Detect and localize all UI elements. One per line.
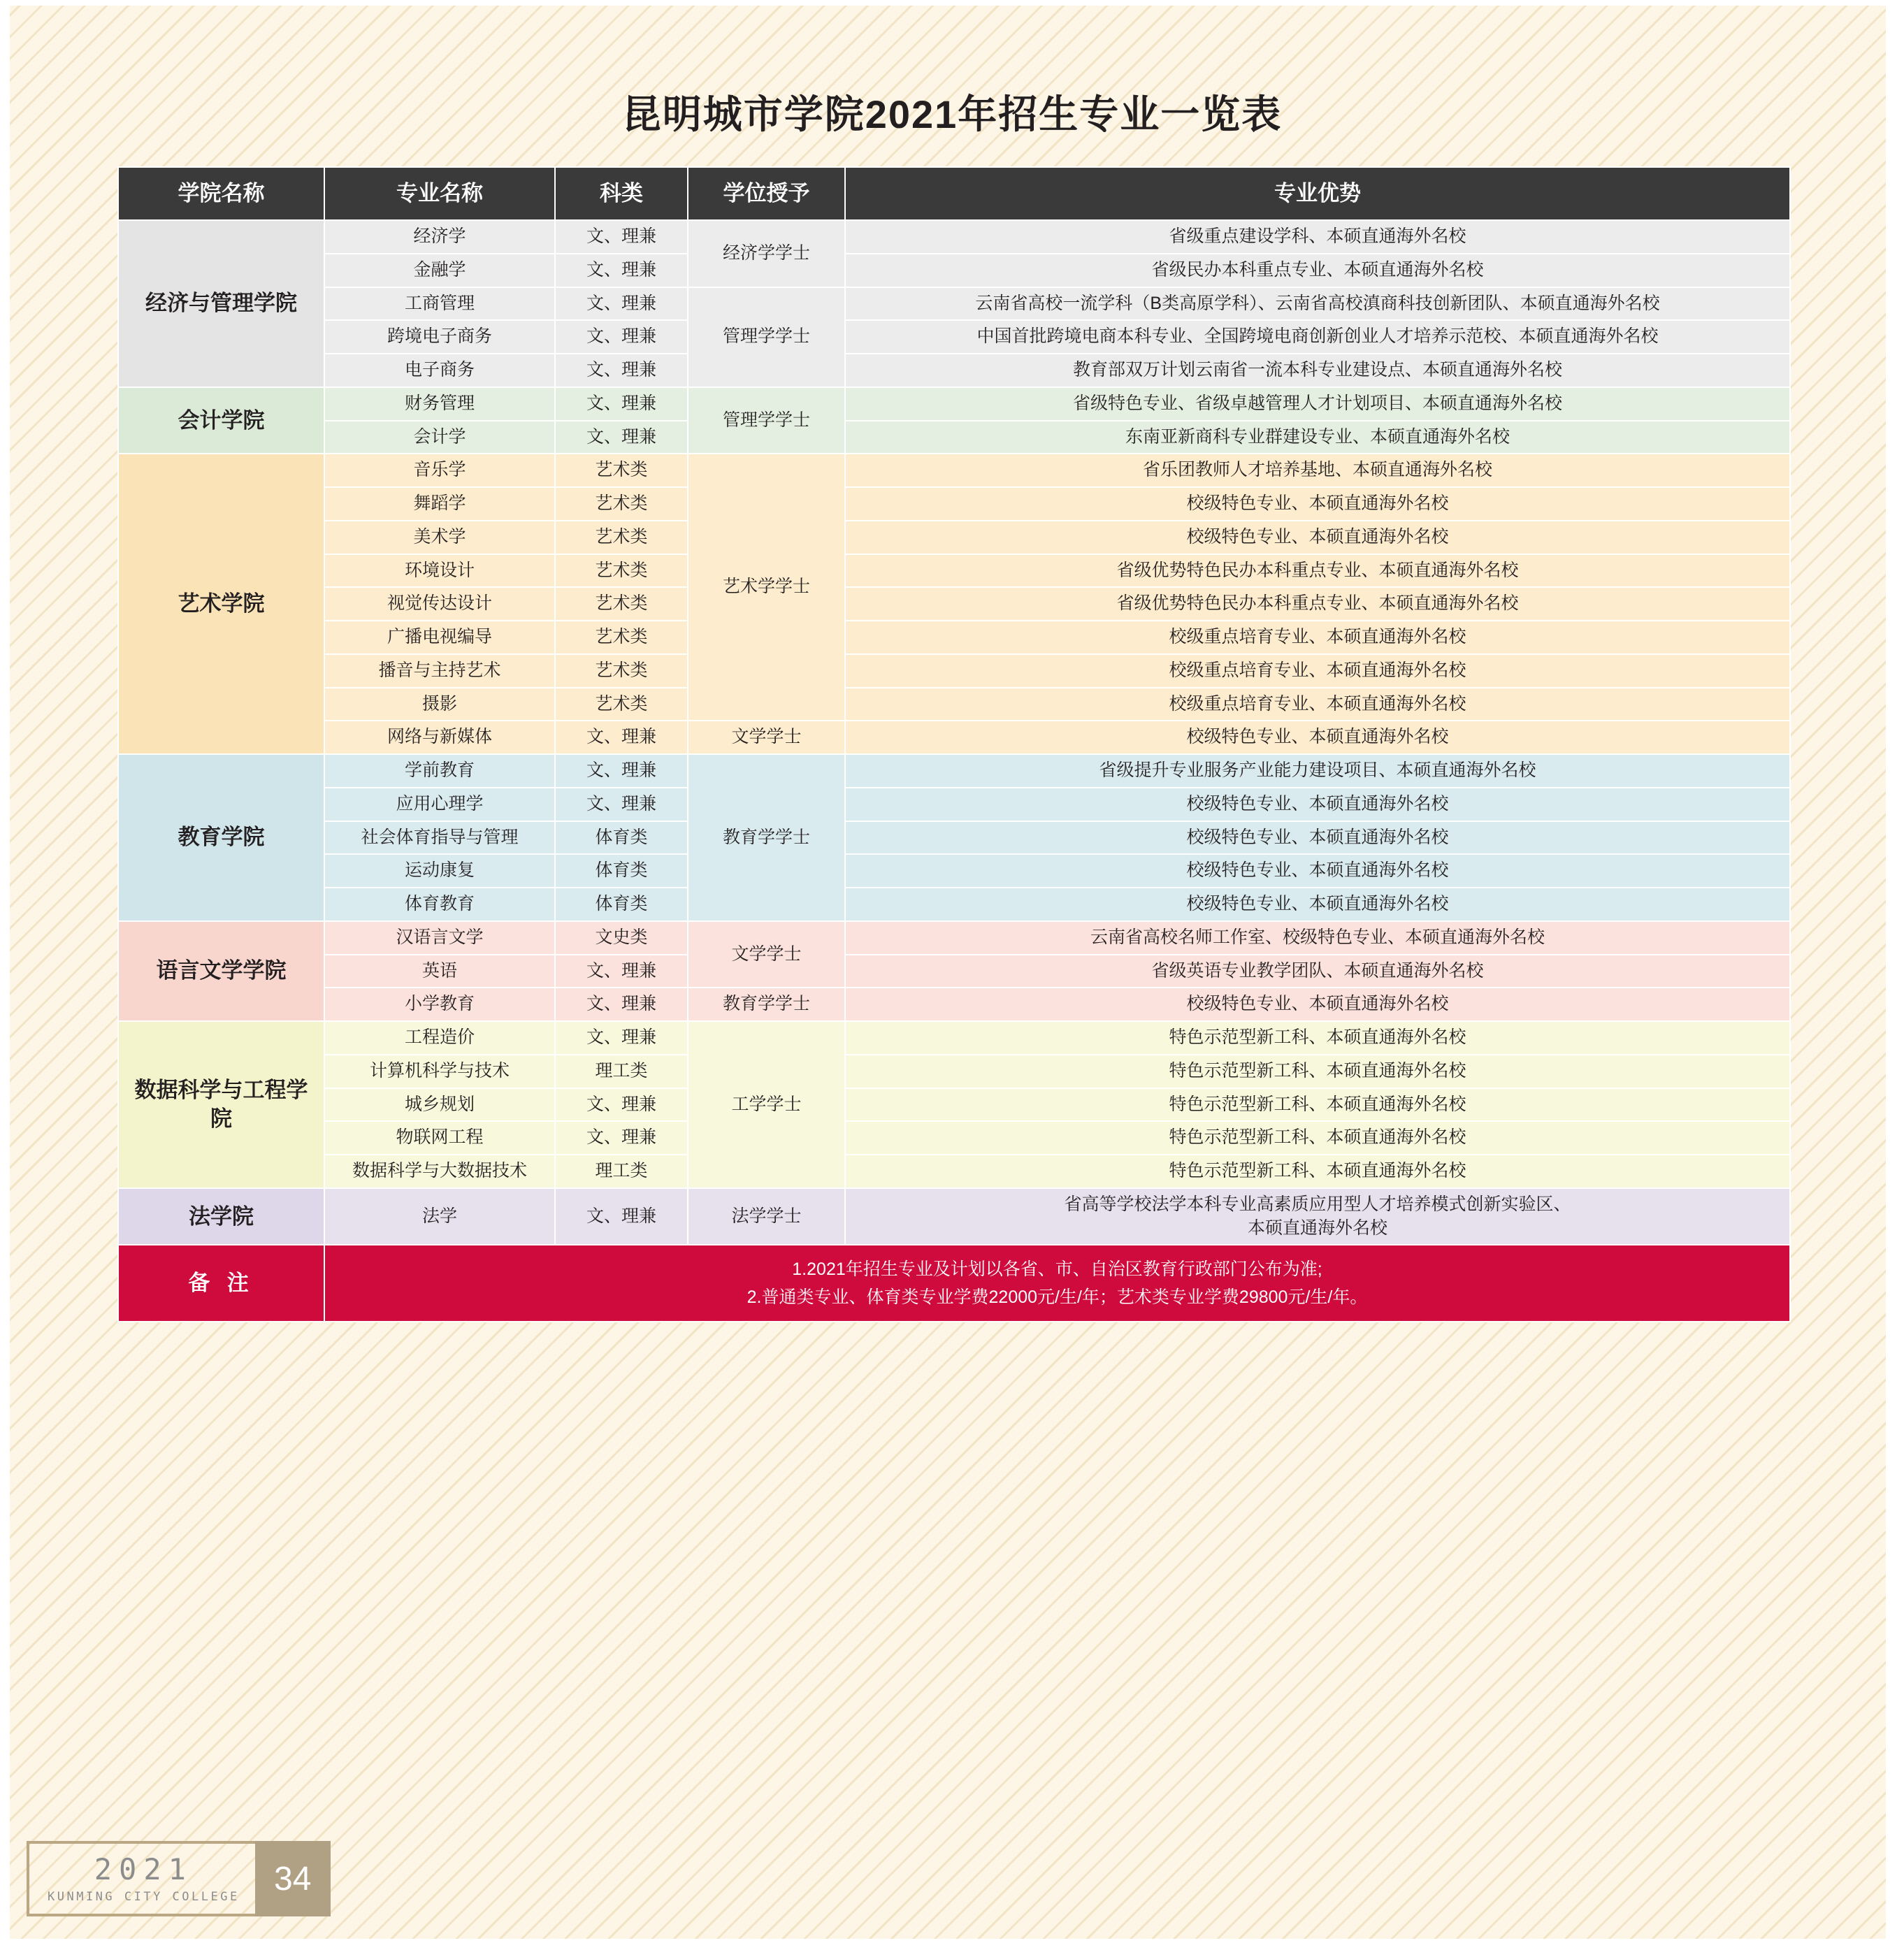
col-header-category: 科类 — [555, 167, 688, 220]
table-row — [118, 1088, 1790, 1122]
cell-major-name: 物联网工程 — [324, 1121, 555, 1155]
table-row — [118, 220, 1790, 254]
cell-major-name: 电子商务 — [324, 354, 555, 387]
table-row — [118, 955, 1790, 988]
cell-advantage: 校级重点培育专业、本硕直通海外名校 — [845, 654, 1790, 688]
table-row — [118, 1021, 1790, 1055]
table-row — [118, 554, 1790, 588]
cell-major-name: 学前教育 — [324, 754, 555, 788]
cell-advantage: 特色示范型新工科、本硕直通海外名校 — [845, 1088, 1790, 1122]
cell-college-name: 艺术学院 — [118, 454, 324, 754]
cell-advantage: 省级重点建设学科、本硕直通海外名校 — [845, 220, 1790, 254]
cell-degree: 工学学士 — [688, 1021, 845, 1188]
cell-advantage: 省级民办本科重点专业、本硕直通海外名校 — [845, 254, 1790, 287]
majors-table — [117, 166, 1791, 1322]
majors-table-container — [117, 166, 1789, 1322]
table-row — [118, 688, 1790, 721]
cell-major-name: 工程造价 — [324, 1021, 555, 1055]
cell-major-name: 美术学 — [324, 521, 555, 554]
table-row — [118, 487, 1790, 521]
cell-college-name: 经济与管理学院 — [118, 220, 324, 387]
cell-advantage: 省级提升专业服务产业能力建设项目、本硕直通海外名校 — [845, 754, 1790, 788]
cell-major-name: 计算机科学与技术 — [324, 1055, 555, 1088]
table-header-row — [118, 167, 1790, 220]
cell-college-name: 数据科学与工程学院 — [118, 1021, 324, 1188]
cell-major-name: 社会体育指导与管理 — [324, 821, 555, 855]
cell-category: 理工类 — [555, 1155, 688, 1188]
cell-major-name: 法学 — [324, 1188, 555, 1245]
cell-major-name: 舞蹈学 — [324, 487, 555, 521]
cell-advantage: 校级特色专业、本硕直通海外名校 — [845, 788, 1790, 821]
cell-category: 文、理兼 — [555, 754, 688, 788]
cell-degree: 经济学学士 — [688, 220, 845, 287]
cell-major-name: 视觉传达设计 — [324, 587, 555, 621]
cell-advantage: 教育部双万计划云南省一流本科专业建设点、本硕直通海外名校 — [845, 354, 1790, 387]
note-body: 1.2021年招生专业及计划以各省、市、自治区教育行政部门公布为准; 2.普通类专业、体育类专业学费22000元/生/年；艺术类专业学费29800元/生/年。 — [324, 1245, 1790, 1322]
cell-advantage: 东南亚新商科专业群建设专业、本硕直通海外名校 — [845, 421, 1790, 454]
cell-advantage: 校级特色专业、本硕直通海外名校 — [845, 521, 1790, 554]
cell-college-name: 法学院 — [118, 1188, 324, 1245]
cell-category: 文史类 — [555, 921, 688, 955]
cell-major-name: 应用心理学 — [324, 788, 555, 821]
cell-major-name: 金融学 — [324, 254, 555, 287]
table-row — [118, 888, 1790, 921]
cell-major-name: 会计学 — [324, 421, 555, 454]
cell-degree: 艺术学学士 — [688, 454, 845, 721]
table-row — [118, 654, 1790, 688]
cell-category: 艺术类 — [555, 521, 688, 554]
cell-category: 文、理兼 — [555, 721, 688, 754]
cell-degree: 文学学士 — [688, 921, 845, 988]
table-row — [118, 521, 1790, 554]
cell-advantage: 校级特色专业、本硕直通海外名校 — [845, 888, 1790, 921]
col-header-major: 专业名称 — [324, 167, 555, 220]
cell-category: 体育类 — [555, 888, 688, 921]
cell-major-name: 工商管理 — [324, 287, 555, 321]
cell-degree: 法学学士 — [688, 1188, 845, 1245]
cell-major-name: 数据科学与大数据技术 — [324, 1155, 555, 1188]
table-row — [118, 821, 1790, 855]
cell-advantage: 校级重点培育专业、本硕直通海外名校 — [845, 688, 1790, 721]
cell-degree: 教育学学士 — [688, 988, 845, 1021]
cell-advantage: 省乐团教师人才培养基地、本硕直通海外名校 — [845, 454, 1790, 487]
cell-category: 文、理兼 — [555, 387, 688, 421]
cell-category: 体育类 — [555, 854, 688, 888]
cell-category: 艺术类 — [555, 654, 688, 688]
cell-advantage: 校级特色专业、本硕直通海外名校 — [845, 821, 1790, 855]
table-row — [118, 287, 1790, 321]
cell-advantage: 省级英语专业教学团队、本硕直通海外名校 — [845, 955, 1790, 988]
page-title: 昆明城市学院2021年招生专业一览表 — [621, 92, 1283, 136]
table-row — [118, 788, 1790, 821]
cell-advantage: 特色示范型新工科、本硕直通海外名校 — [845, 1121, 1790, 1155]
table-header — [118, 167, 1790, 220]
table-row — [118, 254, 1790, 287]
cell-advantage: 特色示范型新工科、本硕直通海外名校 — [845, 1055, 1790, 1088]
cell-advantage: 校级特色专业、本硕直通海外名校 — [845, 487, 1790, 521]
cell-category: 文、理兼 — [555, 421, 688, 454]
cell-degree: 文学学士 — [688, 721, 845, 754]
cell-major-name: 网络与新媒体 — [324, 721, 555, 754]
cell-major-name: 财务管理 — [324, 387, 555, 421]
table-row — [118, 988, 1790, 1021]
cell-college-name: 教育学院 — [118, 754, 324, 921]
cell-category: 文、理兼 — [555, 1188, 688, 1245]
cell-category: 艺术类 — [555, 587, 688, 621]
cell-degree: 教育学学士 — [688, 754, 845, 921]
cell-category: 文、理兼 — [555, 788, 688, 821]
cell-major-name: 城乡规划 — [324, 1088, 555, 1122]
cell-major-name: 环境设计 — [324, 554, 555, 588]
cell-advantage: 云南省高校一流学科（B类高原学科）、云南省高校滇商科技创新团队、本硕直通海外名校 — [845, 287, 1790, 321]
table-row — [118, 387, 1790, 421]
col-header-degree: 学位授予 — [688, 167, 845, 220]
cell-major-name: 播音与主持艺术 — [324, 654, 555, 688]
cell-major-name: 经济学 — [324, 220, 555, 254]
table-row — [118, 854, 1790, 888]
table-row — [118, 621, 1790, 654]
cell-category: 文、理兼 — [555, 1021, 688, 1055]
cell-category: 文、理兼 — [555, 1088, 688, 1122]
cell-category: 文、理兼 — [555, 287, 688, 321]
table-body — [118, 220, 1790, 1322]
cell-major-name: 广播电视编导 — [324, 621, 555, 654]
cell-advantage: 校级重点培育专业、本硕直通海外名校 — [845, 621, 1790, 654]
cell-degree: 管理学学士 — [688, 387, 845, 454]
table-row — [118, 320, 1790, 354]
table-row — [118, 454, 1790, 487]
table-row — [118, 1188, 1790, 1245]
cell-category: 文、理兼 — [555, 955, 688, 988]
table-row — [118, 754, 1790, 788]
cell-advantage: 云南省高校名师工作室、校级特色专业、本硕直通海外名校 — [845, 921, 1790, 955]
cell-major-name: 体育教育 — [324, 888, 555, 921]
table-row — [118, 1155, 1790, 1188]
cell-advantage: 特色示范型新工科、本硕直通海外名校 — [845, 1021, 1790, 1055]
footer-school-name-en: KUNMING CITY COLLEGE — [48, 1890, 240, 1904]
table-row — [118, 721, 1790, 754]
table-row — [118, 921, 1790, 955]
col-header-college: 学院名称 — [118, 167, 324, 220]
cell-advantage: 校级特色专业、本硕直通海外名校 — [845, 854, 1790, 888]
cell-category: 体育类 — [555, 821, 688, 855]
cell-advantage: 省级优势特色民办本科重点专业、本硕直通海外名校 — [845, 587, 1790, 621]
cell-category: 理工类 — [555, 1055, 688, 1088]
cell-college-name: 语言文学学院 — [118, 921, 324, 1021]
cell-degree: 管理学学士 — [688, 287, 845, 387]
cell-category: 艺术类 — [555, 487, 688, 521]
cell-major-name: 英语 — [324, 955, 555, 988]
cell-category: 文、理兼 — [555, 1121, 688, 1155]
col-header-advantage: 专业优势 — [845, 167, 1790, 220]
cell-category: 艺术类 — [555, 688, 688, 721]
cell-category: 文、理兼 — [555, 320, 688, 354]
note-label: 备 注 — [118, 1245, 324, 1322]
table-row — [118, 1121, 1790, 1155]
table-note-row — [118, 1245, 1790, 1322]
table-row — [118, 421, 1790, 454]
cell-major-name: 小学教育 — [324, 988, 555, 1021]
cell-advantage: 校级特色专业、本硕直通海外名校 — [845, 721, 1790, 754]
cell-category: 文、理兼 — [555, 254, 688, 287]
cell-advantage: 省级优势特色民办本科重点专业、本硕直通海外名校 — [845, 554, 1790, 588]
cell-advantage: 省高等学校法学本科专业高素质应用型人才培养模式创新实验区、 本硕直通海外名校 — [845, 1188, 1790, 1245]
page-number-badge: 34 — [255, 1841, 331, 1916]
cell-major-name: 跨境电子商务 — [324, 320, 555, 354]
cell-major-name: 摄影 — [324, 688, 555, 721]
cell-major-name: 运动康复 — [324, 854, 555, 888]
cell-advantage: 省级特色专业、省级卓越管理人才计划项目、本硕直通海外名校 — [845, 387, 1790, 421]
table-row — [118, 354, 1790, 387]
footer-year: 2021 — [94, 1852, 193, 1886]
table-row — [118, 587, 1790, 621]
cell-category: 艺术类 — [555, 554, 688, 588]
cell-advantage: 校级特色专业、本硕直通海外名校 — [845, 988, 1790, 1021]
cell-major-name: 汉语言文学 — [324, 921, 555, 955]
cell-category: 文、理兼 — [555, 354, 688, 387]
cell-category: 艺术类 — [555, 621, 688, 654]
table-row — [118, 1055, 1790, 1088]
cell-category: 文、理兼 — [555, 988, 688, 1021]
footer-brand — [27, 1841, 255, 1916]
cell-advantage: 中国首批跨境电商本科专业、全国跨境电商创新创业人才培养示范校、本硕直通海外名校 — [845, 320, 1790, 354]
cell-category: 艺术类 — [555, 454, 688, 487]
cell-college-name: 会计学院 — [118, 387, 324, 454]
cell-category: 文、理兼 — [555, 220, 688, 254]
cell-advantage: 特色示范型新工科、本硕直通海外名校 — [845, 1155, 1790, 1188]
cell-major-name: 音乐学 — [324, 454, 555, 487]
page-footer — [27, 1841, 331, 1916]
